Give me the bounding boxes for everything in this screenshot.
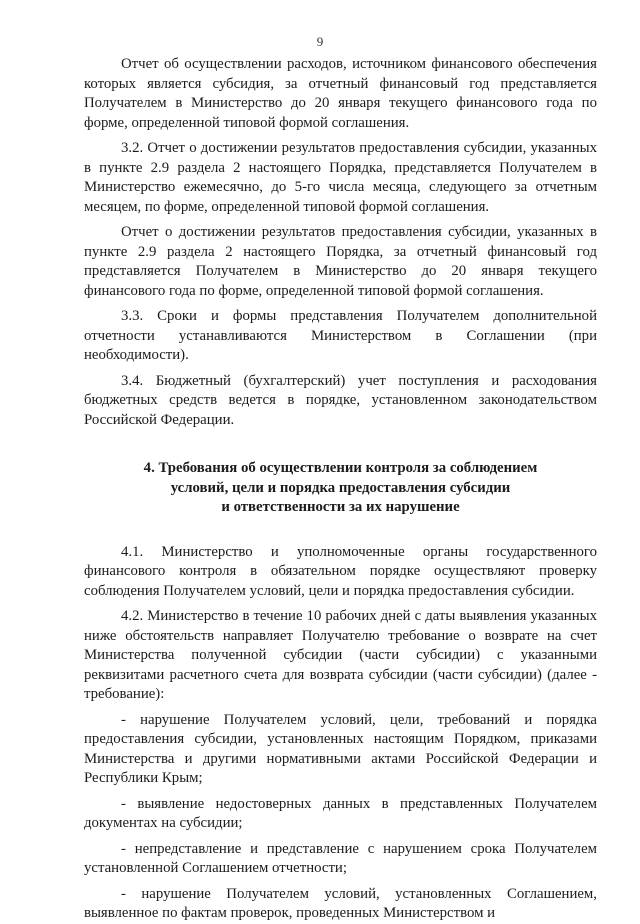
paragraph-4-2: 4.2. Министерство в течение 10 рабочих дней с даты выявления указанных ниже обстоятельств направляет Получателю требование о возврате на счет Министерства полученной субсидии (части субсидии) с указанными реквизитами расчетного счета для возврата субсидии (части субсидии) (далее - требование):	[84, 608, 597, 702]
page-number: 9	[316, 34, 324, 49]
paragraph-4-1: 4.1. Министерство и уполномоченные органы государственного финансового контроля в обязательном порядке осуществляют проверку соблюдения Получателем условий, цели и порядка предоставления субсидии.	[84, 543, 597, 599]
section-4-heading-line-3: и ответственности за их нарушение	[221, 499, 460, 515]
paragraph-3-3: 3.3. Сроки и формы представления Получателем дополнительной отчетности устанавливаются Министерством в Соглашении (при необходимости).	[84, 308, 597, 363]
section-4-heading	[84, 459, 597, 518]
list-item-false-data: - выявление недостоверных данных в представленных Получателем документах на субсидии;	[84, 795, 597, 831]
paragraph-3-2: 3.2. Отчет о достижении результатов предоставления субсидии, указанных в пункте 2.9 раздела 2 настоящего Порядка, представляется Получателем в Министерство ежемесячно, до 5-го числа месяца, следующего за отчетным месяцем, по форме, определенной типовой формой соглашения.	[84, 140, 597, 215]
paragraph-expenses-report: Отчет об осуществлении расходов, источником финансового обеспечения которых является субсидия, за отчетный финансовый год представляется Получателем в Министерство до 20 января текущего финансового года по форме, определенной типовой формой соглашения.	[84, 56, 597, 131]
paragraph-3-4: 3.4. Бюджетный (бухгалтерский) учет поступления и расходования бюджетных средств ведется в порядке, установленном законодательством Российской Федерации.	[84, 372, 597, 428]
paragraph-results-report: Отчет о достижении результатов предоставления субсидии, указанных в пункте 2.9 раздела 2 настоящего Порядка, за отчетный финансовый год представляется Получателем в Министерство до 20 января текущего финансового года по форме, определенной типовой формой соглашения.	[84, 224, 597, 299]
document-body	[84, 55, 597, 924]
section-4-heading-line-2: условий, цели и порядка предоставления субсидии	[170, 479, 511, 496]
list-item-violation: - нарушение Получателем условий, цели, требований и порядка предоставления субсидии, установленных настоящим Порядком, приказами Министерства и другими нормативными актами Российской Федерации и Республики Крым;	[84, 711, 597, 786]
list-item-agreement-violation: - нарушение Получателем условий, установленных Соглашением, выявленное по фактам проверок, проведенных Министерством и	[84, 885, 597, 921]
list-item-reporting-failure: - непредставление и представление с нарушением срока Получателем установленной Соглашением отчетности;	[84, 840, 597, 876]
section-4-heading-line-1: 4. Требования об осуществлении контроля за соблюдением	[143, 460, 538, 476]
